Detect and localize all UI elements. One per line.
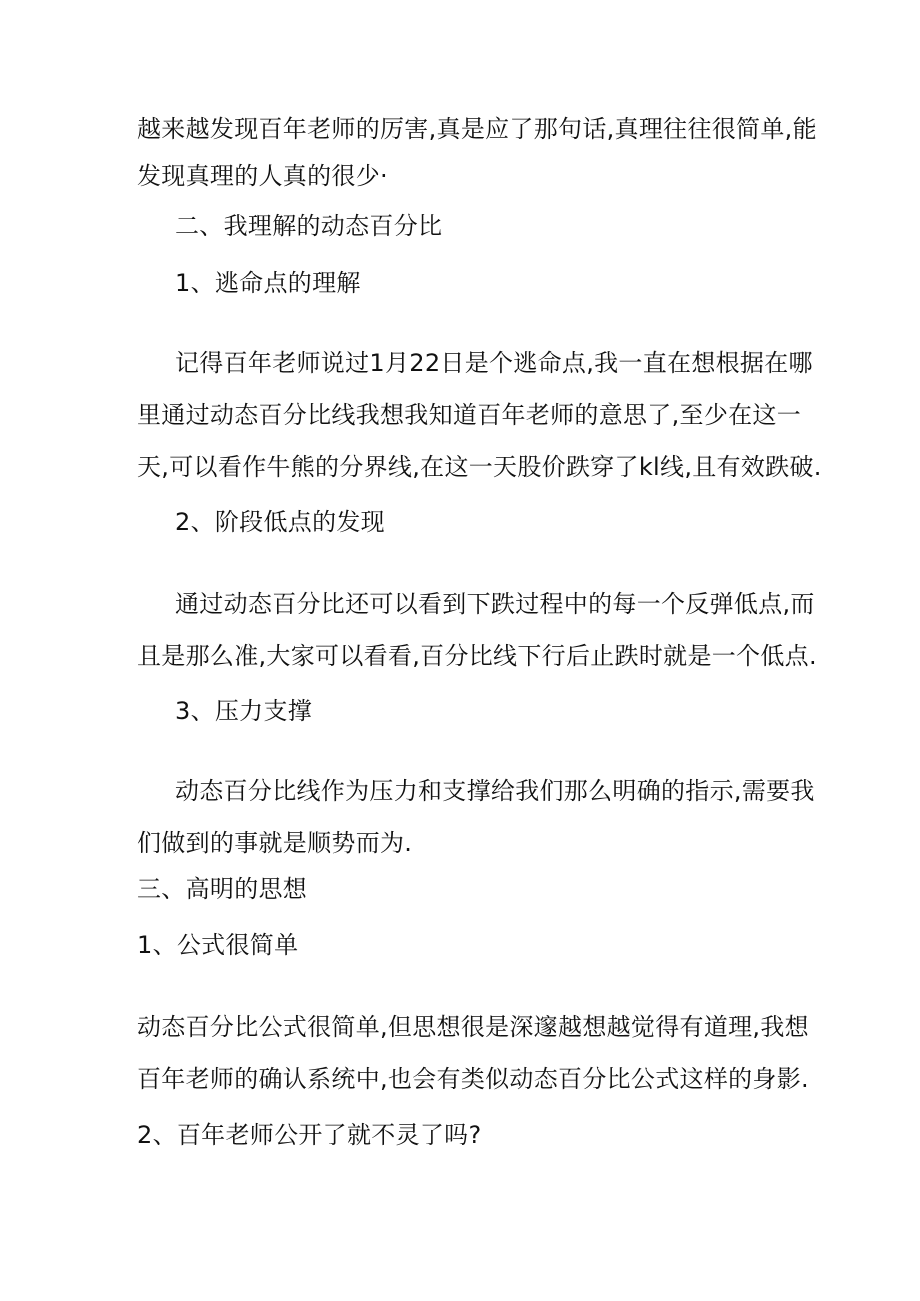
paragraph-line: 百年老师的确认系统中,也会有类似动态百分比公式这样的身影. — [137, 1065, 809, 1093]
paragraph-line: 里通过动态百分比线我想我知道百年老师的意思了,至少在这一 — [137, 401, 802, 429]
subsection-heading: 1、逃命点的理解 — [175, 269, 361, 297]
paragraph-line: 发现真理的人真的很少· — [137, 162, 388, 190]
section-heading: 三、高明的思想 — [137, 875, 308, 903]
paragraph-line: 们做到的事就是顺势而为. — [137, 829, 413, 857]
subsection-heading: 1、公式很简单 — [137, 931, 299, 959]
subsection-heading: 3、压力支撑 — [175, 697, 313, 725]
paragraph-line: 越来越发现百年老师的厉害,真是应了那句话,真理往往很简单,能 — [137, 115, 817, 143]
paragraph-line: 通过动态百分比还可以看到下跌过程中的每一个反弹低点,而 — [175, 590, 815, 618]
paragraph-line: 天,可以看作牛熊的分界线,在这一天股价跌穿了kl线,且有效跌破. — [137, 453, 822, 481]
subsection-heading: 2、百年老师公开了就不灵了吗? — [137, 1121, 482, 1149]
paragraph-line: 且是那么准,大家可以看看,百分比线下行后止跌时就是一个低点. — [137, 642, 817, 670]
paragraph-line: 动态百分比线作为压力和支撑给我们那么明确的指示,需要我 — [175, 777, 815, 805]
paragraph-line: 动态百分比公式很简单,但思想很是深邃越想越觉得有道理,我想 — [137, 1013, 809, 1041]
subsection-heading: 2、阶段低点的发现 — [175, 508, 385, 536]
section-heading: 二、我理解的动态百分比 — [175, 212, 443, 240]
paragraph-line: 记得百年老师说过1月22日是个逃命点,我一直在想根据在哪 — [175, 349, 813, 377]
